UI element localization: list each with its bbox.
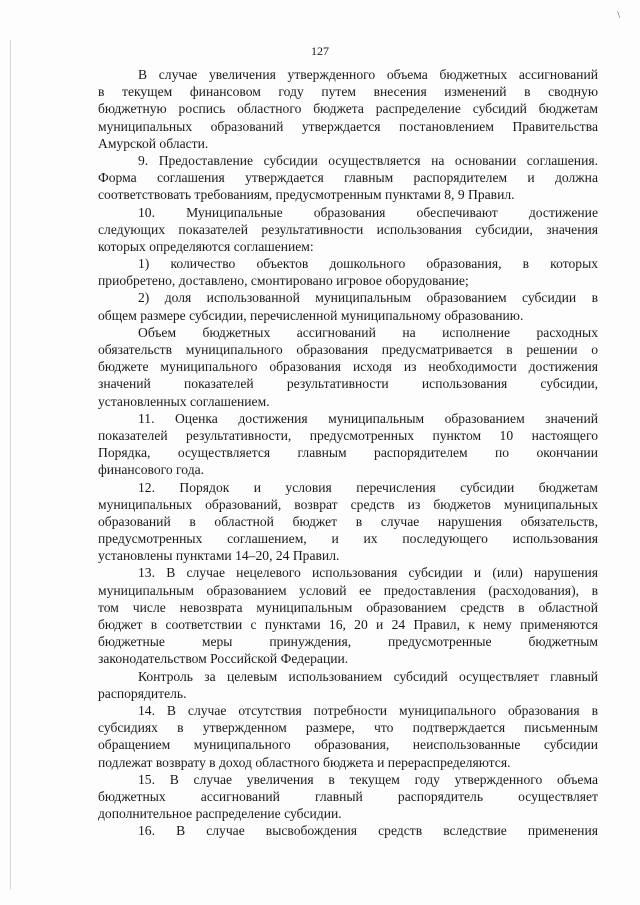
corner-mark: \: [617, 10, 620, 21]
text-line: которых определяются соглашением:: [98, 238, 314, 254]
text-line: муниципальных образований, возврат средств из бюджетов муниципальных: [98, 496, 598, 512]
text-line: распорядитель.: [98, 685, 187, 701]
text-line: 11. Оценка достижения муниципальным образованием значений: [138, 410, 598, 426]
text-line: бюджетную роспись областного бюджета распределение субсидий бюджетам: [98, 101, 598, 117]
text-line: 10. Муниципальные образования обеспечивают достижение: [138, 204, 598, 220]
text-line: том числе невозврата муниципальным образованием средств в областной: [98, 599, 598, 615]
text-line: законодательством Российской Федерации.: [98, 651, 349, 667]
text-line: 2) доля использованной муниципальным образованием субсидии в: [138, 290, 598, 306]
text-line: бюджете муниципального образования исходя из необходимости достижения: [98, 359, 598, 375]
text-line: Амурской области.: [98, 135, 209, 151]
text-line: бюджетные меры принуждения, предусмотренные бюджетным: [98, 634, 598, 650]
text-line: 1) количество объектов дошкольного образования, в которых: [138, 256, 598, 272]
text-line: значений показателей результативности использования субсидии,: [98, 376, 598, 392]
text-line: обращением муниципального образования, неиспользованные субсидии: [98, 737, 598, 753]
text-line: бюджетных ассигнований главный распорядитель осуществляет: [98, 788, 598, 804]
text-line: муниципальных образований утверждается постановлением Правительства: [98, 118, 598, 134]
text-line: Порядка, осуществляется главным распорядителем по окончании: [98, 445, 598, 461]
text-line: муниципальным образованием условий ее предоставления (расходования), в: [98, 582, 598, 598]
text-line: подлежат возврату в доход областного бюджета и перераспределяются.: [98, 754, 511, 770]
text-line: показателей результативности, предусмотренных пунктом 10 настоящего: [98, 427, 598, 443]
text-line: 16. В случае высвобождения средств вследствие применения: [138, 823, 598, 839]
text-line: финансового года.: [98, 462, 205, 478]
text-line: установлены пунктами 14–20, 24 Правил.: [98, 548, 340, 564]
text-line: общем размере субсидии, перечисленной муниципальному образованию.: [98, 307, 524, 323]
text-line: 15. В случае увеличения в текущем году утвержденного объема: [138, 771, 598, 787]
text-line: Форма соглашения утверждается главным распорядителем и должна: [98, 170, 598, 186]
text-line: образований в областной бюджет в случае нарушения обязательств,: [98, 513, 598, 529]
text-line: обязательств муниципального образования предусматривается в решении о: [98, 342, 598, 357]
text-line: установленных соглашением.: [98, 393, 270, 409]
text-line: предусмотренных соглашением, и их последующего использования: [98, 531, 598, 547]
text-line: бюджет в соответствии с пунктами 16, 20 и 24 Правил, к нему применяются: [98, 617, 598, 632]
text-line: следующих показателей результативности использования субсидии, значения: [98, 221, 598, 237]
text-line: Объем бюджетных ассигнований на исполнение расходных: [138, 324, 598, 340]
page-number: 127: [311, 44, 329, 58]
text-line: в текущем финансовом году путем внесения изменений в сводную: [98, 84, 598, 100]
text-line: субсидиях в утвержденном размере, что подтверждается письменным: [98, 720, 598, 736]
text-line: 14. В случае отсутствия потребности муниципального образования в: [138, 702, 598, 718]
text-line: дополнительное распределение субсидии.: [98, 806, 342, 822]
text-line: 12. Порядок и условия перечисления субсидии бюджетам: [138, 479, 598, 495]
text-line: приобретено, доставлено, смонтировано игровое оборудование;: [98, 273, 469, 289]
scan-edge-line: [10, 40, 11, 890]
text-line: 13. В случае нецелевого использования субсидии и (или) нарушения: [138, 565, 598, 581]
text-line: соответствовать требованиям, предусмотренным пунктами 8, 9 Правил.: [98, 187, 515, 203]
text-line: В случае увеличения утвержденного объема бюджетных ассигнований: [138, 67, 598, 82]
text-line: 9. Предоставление субсидии осуществляется на основании соглашения.: [138, 152, 598, 168]
text-line: Контроль за целевым использованием субсидий осуществляет главный: [138, 668, 598, 684]
document-body: [98, 66, 598, 839]
